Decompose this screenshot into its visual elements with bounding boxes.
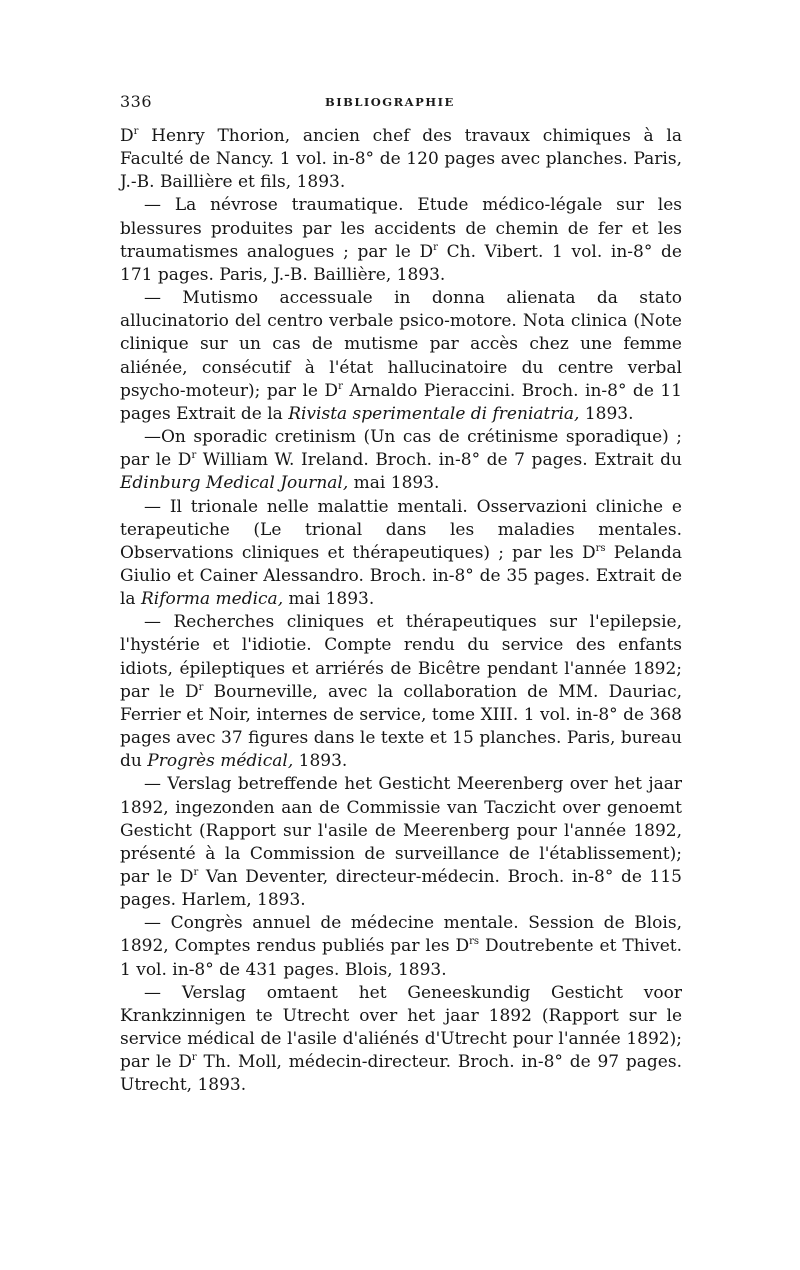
- entry-text: Van Deventer, directeur-médecin. Broch. in-8° de 115 pages. Harlem, 1893.: [120, 867, 682, 911]
- entry-text: — Il trionale nelle malattie mentali. Osservazioni cliniche e terapeutiche (Le trional dans les maladies mentales. Observations cliniques et thérapeutiques) ; par les D: [120, 496, 682, 563]
- bibliography-entry-thorion: [120, 125, 682, 194]
- bibliography-entry-pelanda: [120, 496, 682, 612]
- entry-text: 1893.: [293, 751, 348, 772]
- page-number: 336: [120, 92, 153, 111]
- entry-text: Th. Moll, médecin-directeur. Broch. in-8° de 97 pages. Utrecht, 1893.: [120, 1052, 682, 1096]
- title-abbreviation-superscript: r: [191, 1052, 197, 1064]
- entry-text: mai 1893.: [283, 589, 375, 610]
- entry-text: Ch. Vibert. 1 vol. in-8° de 171 pages. Paris, J.-B. Baillière, 1893.: [120, 241, 682, 285]
- title-abbreviation-superscript: r: [433, 241, 438, 253]
- journal-title: Rivista sperimentale di freniatria,: [288, 403, 580, 424]
- entry-text: William W. Ireland. Broch. in-8° de 7 pages. Extrait du: [196, 450, 682, 471]
- bibliography-entry-blois: [120, 912, 682, 981]
- entry-text: — La névrose traumatique. Etude médico-légale sur les blessures produites par les accidents de chemin de fer et les traumatismes analogues ; par le D: [120, 195, 682, 262]
- bibliography-entry-pieraccini: [120, 287, 682, 426]
- entry-text: — Verslag omtaent het Geneeskundig Gesticht voor Krankzinnigen te Utrecht over het jaar 1892 (Rapport sur le service médical de l'asile d'aliénés d'Utrecht pour l'année 1892); par le D: [120, 982, 682, 1073]
- entry-text: — Recherches cliniques et thérapeutiques sur l'epilepsie, l'hystérie et l'idiotie. Compte rendu du service des enfants idiots, épileptiques et arriérés de Bicêtre pendant l'année 1892; par le D: [120, 612, 682, 702]
- entry-text: — Verslag betreffende het Gesticht Meerenberg over het jaar 1892, ingezonden aan de Commissie van Taczicht over genoemt Gesticht (Rapport sur l'asile de Meerenberg pour l'année 1892, présenté à la Commission de surveillance de l'établissement); par le D: [120, 774, 682, 887]
- entry-text: —On sporadic cretinism (Un cas de crétinisme sporadique) ; par le D: [120, 427, 682, 471]
- bibliography-entry-bourneville: [120, 611, 682, 773]
- journal-title: Progrès médical,: [147, 751, 294, 772]
- bibliography-entry-ireland: [120, 426, 682, 495]
- title-abbreviation-superscript: r: [191, 450, 197, 462]
- title-abbreviation-superscript: r: [133, 126, 139, 137]
- title-abbreviation-superscript: rs: [469, 936, 480, 948]
- entry-text: D: [120, 126, 134, 146]
- entry-text: Bourneville, avec la collaboration de MM. Dauriac, Ferrier et Noir, internes de service, tome XIII. 1 vol. in-8° de 368 pages avec 37 figures dans le texte et 15 planches. Paris, bureau du: [120, 681, 682, 772]
- bibliography-entry-moll: [120, 982, 682, 1098]
- entry-text: Doutrebente et Thivet. 1 vol. in-8° de 431 pages. Blois, 1893.: [120, 936, 682, 980]
- entry-text: 1893.: [579, 403, 634, 424]
- running-title: BIBLIOGRAPHIE: [325, 95, 455, 109]
- journal-title: Riforma medica,: [140, 589, 284, 610]
- title-abbreviation-superscript: rs: [595, 542, 606, 554]
- entry-text: Henry Thorion, ancien chef des travaux chimiques à la Faculté de Nancy. 1 vol. in-8° de 120 pages avec planches. Paris, J.-B. Baillière et fils, 1893.: [120, 126, 682, 193]
- title-abbreviation-superscript: r: [193, 867, 199, 878]
- entry-text: Arnaldo Pieraccini. Broch. in-8° de 11 pages Extrait de la: [120, 380, 682, 424]
- bibliography-list: [120, 125, 682, 1098]
- journal-title: Edinburg Medical Journal,: [120, 473, 349, 494]
- entry-text: Pelanda Giulio et Cainer Alessandro. Broch. in-8° de 35 pages. Extrait de la: [120, 542, 682, 610]
- title-abbreviation-superscript: r: [198, 681, 204, 693]
- entry-text: — Congrès annuel de médecine mentale. Session de Blois, 1892, Comptes rendus publiés par les D: [120, 913, 682, 957]
- entry-text: mai 1893.: [348, 473, 440, 494]
- bibliography-entry-van-deventer: [120, 773, 682, 912]
- title-abbreviation-superscript: r: [338, 380, 343, 392]
- page-header: [120, 92, 680, 116]
- entry-text: — Mutismo accessuale in donna alienata da stato allucinatorio del centro verbale psico-motore. Nota clinica (Note clinique sur un cas de mutisme par accès chez une femme aliénée, consécutif à l'état hallucinatoire du centre verbal psycho-moteur); par le D: [120, 288, 682, 401]
- bibliography-entry-vibert: [120, 194, 682, 287]
